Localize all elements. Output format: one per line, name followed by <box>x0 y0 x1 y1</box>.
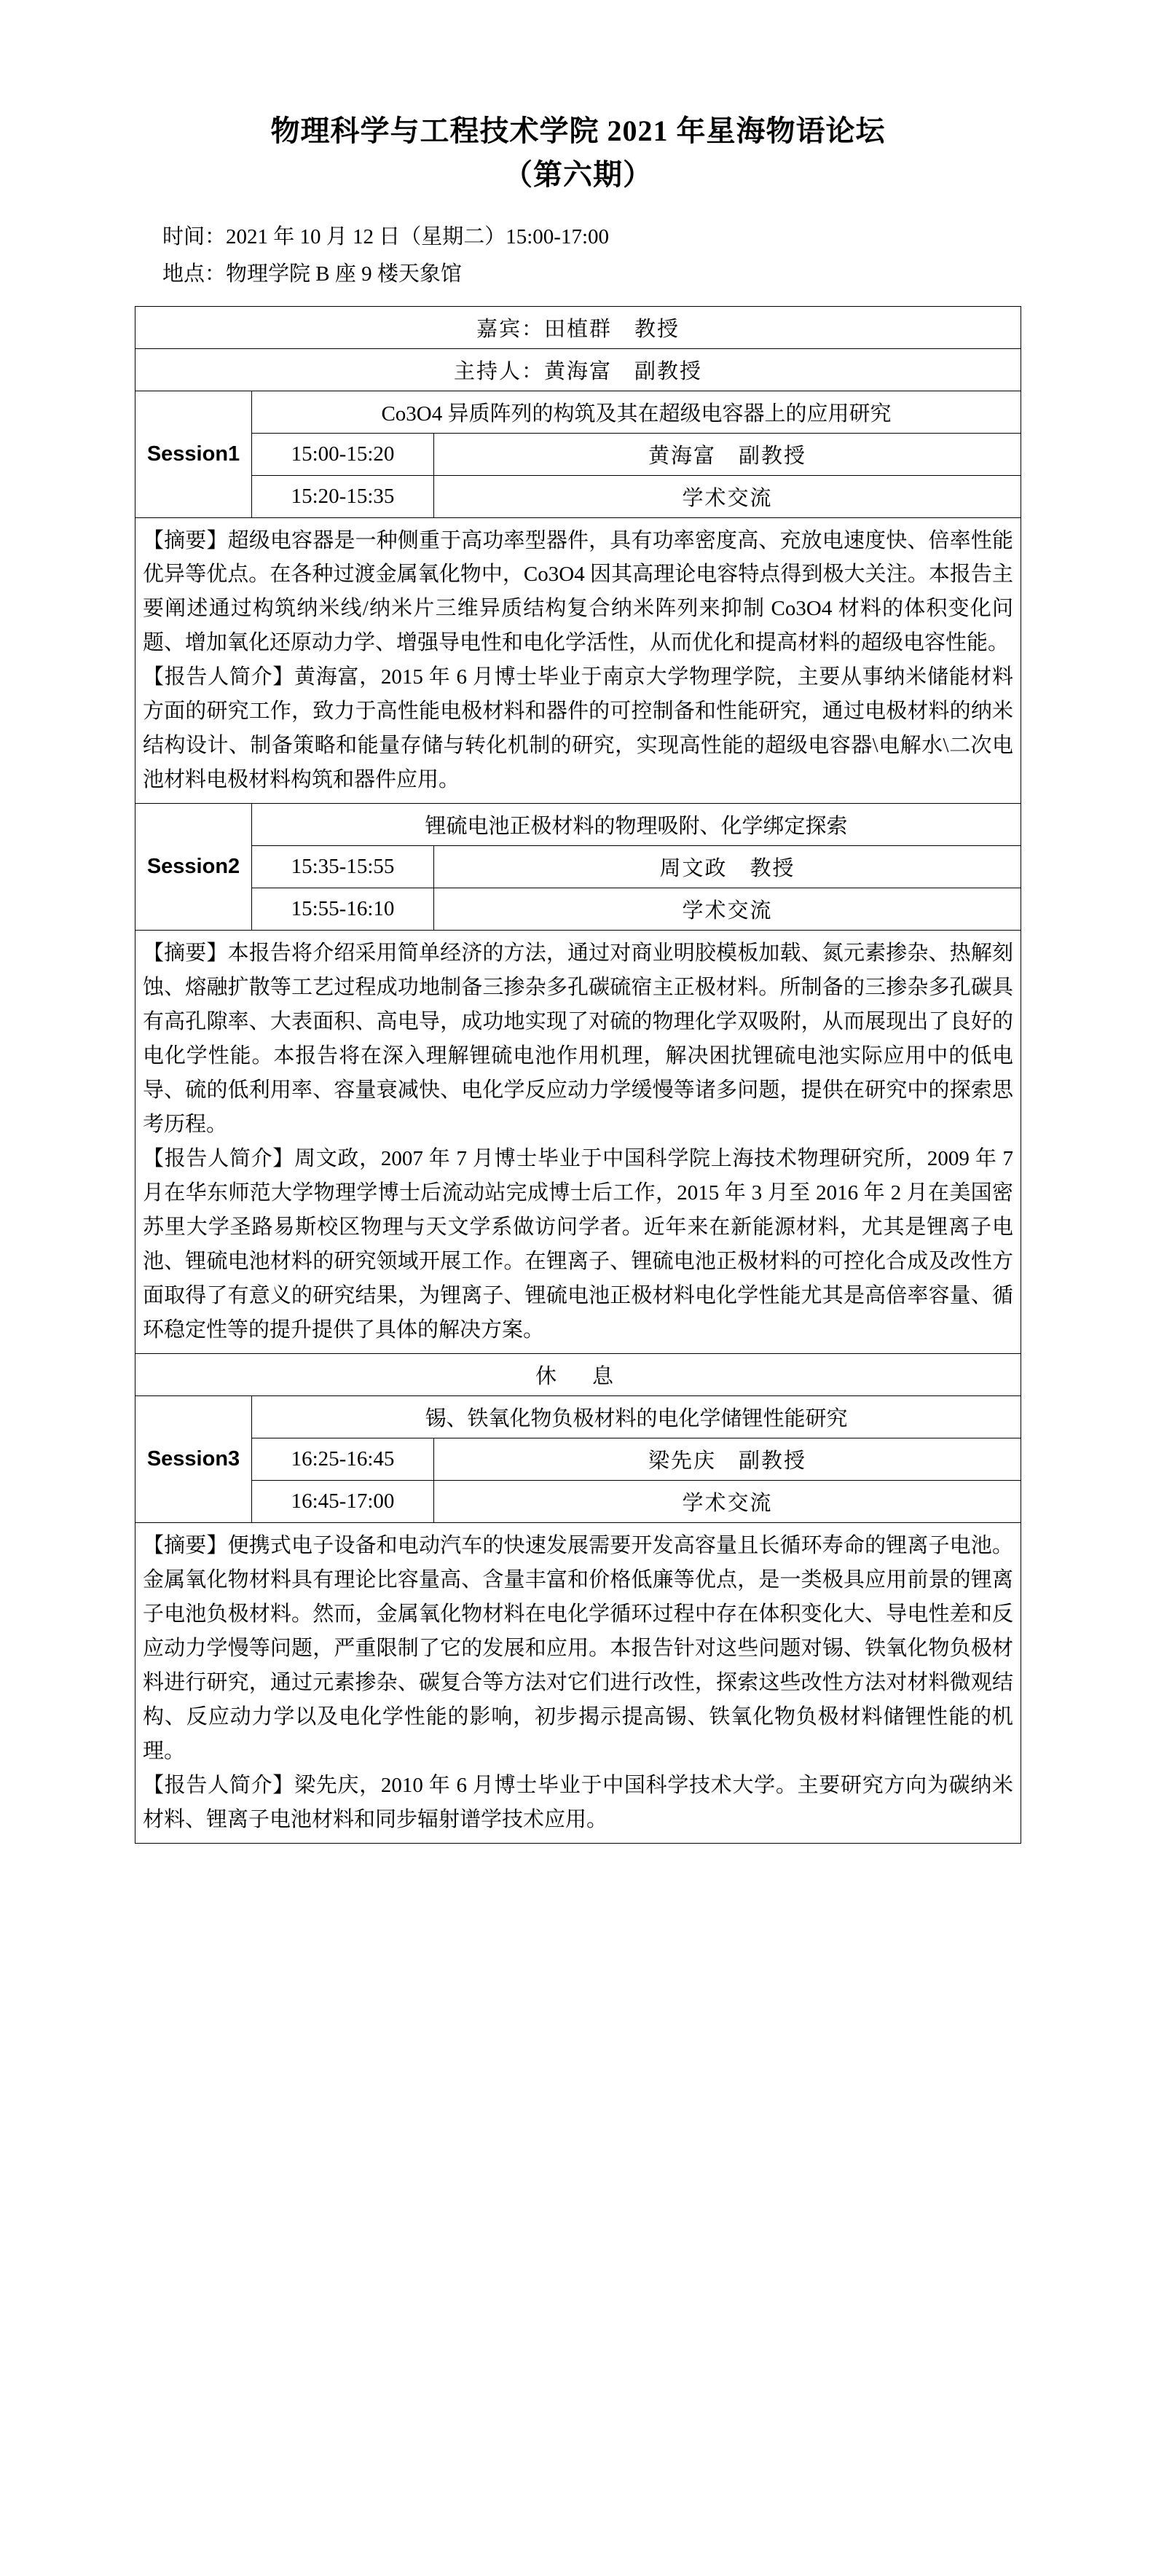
session-1-texts <box>135 517 1021 804</box>
page-title-line1: 物理科学与工程技术学院 2021 年星海物语论坛 <box>270 114 886 147</box>
session-2-texts <box>135 931 1021 1354</box>
session-2-activity-2: 学术交流 <box>434 888 1021 931</box>
table-row-guest <box>135 306 1021 348</box>
table-row <box>135 846 1021 888</box>
table-row-break <box>135 1353 1021 1395</box>
table-row <box>135 1438 1021 1480</box>
table-row <box>135 1522 1021 1843</box>
table-row <box>135 1480 1021 1522</box>
table-row <box>135 391 1021 433</box>
event-meta <box>135 219 1021 293</box>
table-row <box>135 475 1021 517</box>
session-3-bio: 【报告人简介】梁先庆，2010 年 6 月博士毕业于中国科学技术大学。主要研究方向为碳纳米材料、锂离子电池材料和同步辐射谱学技术应用。 <box>143 1773 1013 1831</box>
session-2-speaker-1: 周文政 教授 <box>434 846 1021 888</box>
session-2-time-1: 15:35-15:55 <box>252 846 434 888</box>
session-3-activity-2: 学术交流 <box>434 1480 1021 1522</box>
guest-cell: 嘉宾：田植群 教授 <box>135 306 1021 348</box>
session-2-abstract: 【摘要】本报告将介绍采用简单经济的方法，通过对商业明胶模板加载、氮元素掺杂、热解刻蚀、熔融扩散等工艺过程成功地制备三掺杂多孔碳硫宿主正极材料。所制备的三掺杂多孔碳具有高孔隙率、大表面积、高电导，成功地实现了对硫的物理化学双吸附，从而展现出了良好的电化学性能。本报告将在深入理解锂硫电池作用机理，解决困扰锂硫电池实际应用中的低电导、硫的低利用率、容量衰减快、电化学反应动力学缓慢等诸多问题，提供在研究中的探索思考历程。 <box>143 941 1013 1137</box>
session-1-bio: 【报告人简介】黄海富，2015 年 6 月博士毕业于南京大学物理学院，主要从事纳米储能材料方面的研究工作，致力于高性能电极材料和器件的可控制备和性能研究，通过电极材料的纳米结构设计、制备策略和能量存储与转化机制的研究，实现高性能的超级电容器\电解水\二次电池材料电极材料构筑和器件应用。 <box>143 665 1013 792</box>
event-place: 地点：物理学院 B 座 9 楼天象馆 <box>162 262 462 286</box>
table-row <box>135 433 1021 475</box>
session-3-time-2: 16:45-17:00 <box>252 1480 434 1522</box>
session-1-speaker-1: 黄海富 副教授 <box>434 433 1021 475</box>
host-cell: 主持人：黄海富 副教授 <box>135 348 1021 391</box>
session-1-abstract: 【摘要】超级电容器是一种侧重于高功率型器件，具有功率密度高、充放电速度快、倍率性能优异等优点。在各种过渡金属氧化物中，Co3O4 因其高理论电容特点得到极大关注。本报告主要阐述通过构筑纳米线/纳米片三维异质结构复合纳米阵列来抑制 Co3O4 材料的体积变化问题、增加氧化还原动力学、增强导电性和电化学活性，从而优化和提高材料的超级电容性能。 <box>143 528 1013 655</box>
page-title-line2: （第六期） <box>503 158 653 191</box>
table-row <box>135 888 1021 931</box>
table-row <box>135 931 1021 1354</box>
session-topic-2: 锂硫电池正极材料的物理吸附、化学绑定探索 <box>252 804 1021 846</box>
session-3-texts <box>135 1522 1021 1843</box>
break-label: 休 息 <box>135 1353 1021 1395</box>
session-3-speaker-1: 梁先庆 副教授 <box>434 1438 1021 1480</box>
session-3-abstract: 【摘要】便携式电子设备和电动汽车的快速发展需要开发高容量且长循环寿命的锂离子电池。金属氧化物材料具有理论比容量高、含量丰富和价格低廉等优点，是一类极具应用前景的锂离子电池负极材料。然而，金属氧化物材料在电化学循环过程中存在体积变化大、导电性差和反应动力学慢等问题，严重限制了它的发展和应用。本报告针对这些问题对锡、铁氧化物负极材料进行研究，通过元素掺杂、碳复合等方法对它们进行改性，探索这些改性方法对材料微观结构、反应动力学以及电化学性能的影响，初步揭示提高锡、铁氧化物负极材料储锂性能的机理。 <box>143 1533 1013 1763</box>
session-label-2: Session2 <box>135 804 252 931</box>
session-2-time-2: 15:55-16:10 <box>252 888 434 931</box>
table-row <box>135 804 1021 846</box>
page-title <box>135 109 1021 197</box>
session-3-time-1: 16:25-16:45 <box>252 1438 434 1480</box>
table-row-host <box>135 348 1021 391</box>
session-1-activity-2: 学术交流 <box>434 475 1021 517</box>
schedule-table <box>135 306 1021 1844</box>
session-1-time-2: 15:20-15:35 <box>252 475 434 517</box>
table-row <box>135 517 1021 804</box>
session-topic-1: Co3O4 异质阵列的构筑及其在超级电容器上的应用研究 <box>252 391 1021 433</box>
session-1-time-1: 15:00-15:20 <box>252 433 434 475</box>
session-label-3: Session3 <box>135 1395 252 1522</box>
table-row <box>135 1395 1021 1438</box>
event-time: 时间：2021 年 10 月 12 日（星期二）15:00-17:00 <box>162 225 610 248</box>
session-label-1: Session1 <box>135 391 252 517</box>
session-2-bio: 【报告人简介】周文政，2007 年 7 月博士毕业于中国科学院上海技术物理研究所，2009 年 7 月在华东师范大学物理学博士后流动站完成博士后工作，2015 年 3 月至 2016 年 2 月在美国密苏里大学圣路易斯校区物理与天文学系做访问学者。近年来在新能源材料，尤其是锂离子电池、锂硫电池材料的研究领域开展工作。在锂离子、锂硫电池正极材料的可控化合成及改性方面取得了有意义的研究结果，为锂离子、锂硫电池正极材料电化学性能尤其是高倍率容量、循环稳定性等的提升提供了具体的解决方案。 <box>143 1147 1013 1342</box>
session-topic-3: 锡、铁氧化物负极材料的电化学储锂性能研究 <box>252 1395 1021 1438</box>
